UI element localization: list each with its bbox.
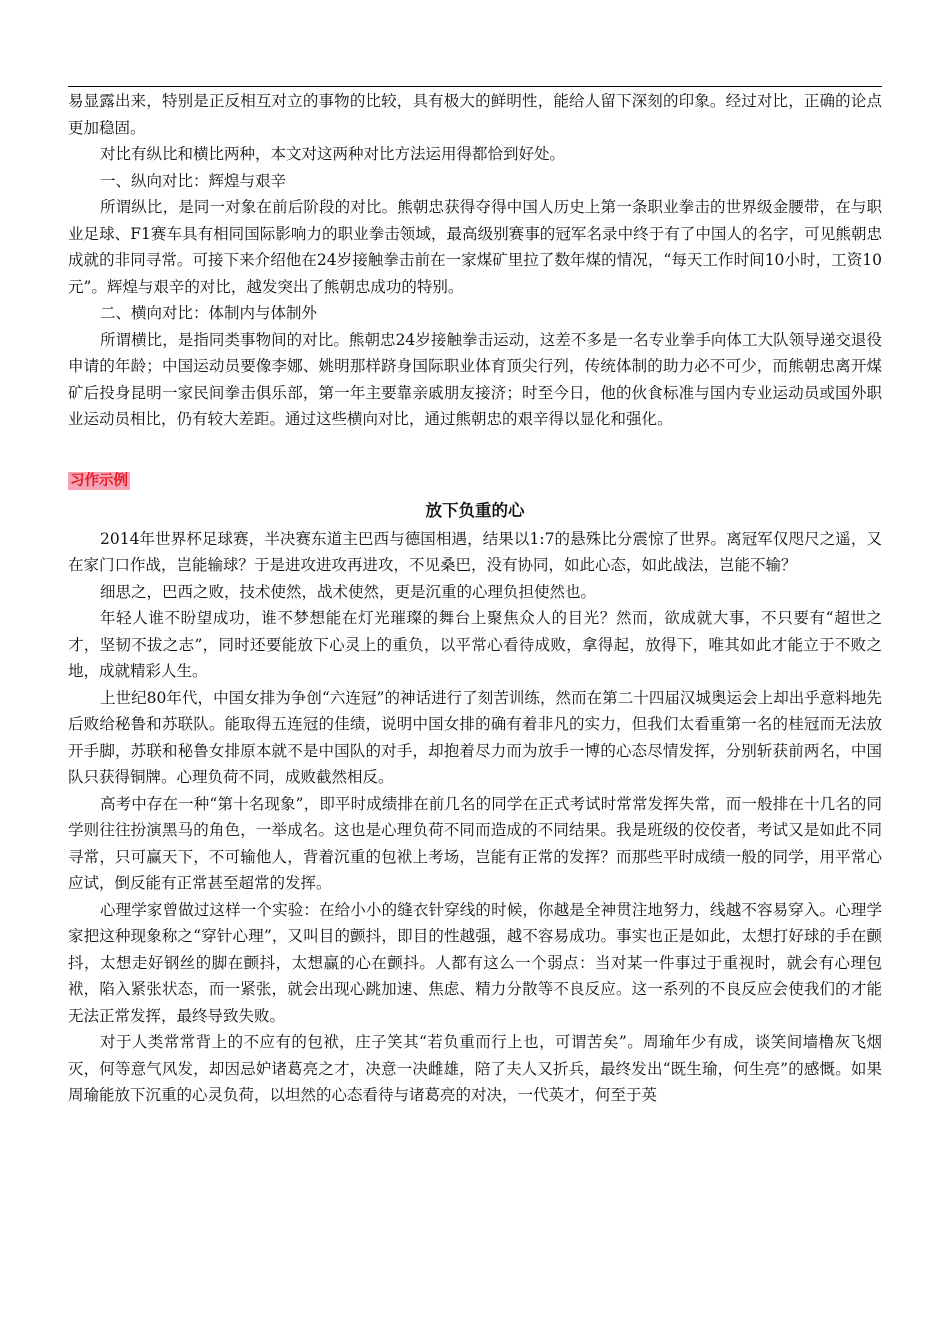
example-label-line <box>68 467 882 494</box>
essay-paragraph: 高考中存在一种“第十名现象”，即平时成绩排在前几名的同学在正式考试时常常发挥失常，而一般排在十几名的同学则往往扮演黑马的角色，一举成名。这也是心理负荷不同而造成的不同结果。我是班级的佼佼者，考试又是如此不同寻常，只可赢天下，不可输他人，背着沉重的包袱上考场，岂能有正常的发挥？而那些平时成绩一般的同学，用平常心应试，倒反能有正常甚至超常的发挥。 <box>68 794 882 892</box>
essay-paragraph: 心理学家曾做过这样一个实验：在给小小的缝衣针穿线的时候，你越是全神贯注地努力，线越不容易穿入。心理学家把这种现象称之“穿针心理”，又叫目的颤抖，即目的性越强，越不容易成功。事实也正是如此，太想打好球的手在颤抖，太想走好钢丝的脚在颤抖，太想赢的心在颤抖。人都有这么一个弱点：当对某一件事过于重视时，就会有心理包袱，陷入紧张状态，而一紧张，就会出现心跳加速、焦虑、精力分散等不良反应。这一系列的不良反应会使我们的才能无法正常发挥，最终导致失败。 <box>68 900 882 1025</box>
paragraph: 所谓纵比，是同一对象在前后阶段的对比。熊朝忠获得夺得中国人历史上第一条职业拳击的世界级金腰带，在与职业足球、F1赛车具有相同国际影响力的职业拳击领域，最高级别赛事的冠军名录中终于有了中国人的名字，可见熊朝忠成就的非同寻常。可接下来介绍他在24岁接触拳击前在一家煤矿里拉了数年煤的情况，“每天工作时间10小时，工资10元”。辉煌与艰辛的对比，越发突出了熊朝忠成功的特别。 <box>68 198 882 296</box>
paragraph-continuation: 易显露出来，特别是正反相互对立的事物的比较，具有极大的鲜明性，能给人留下深刻的印象。经过对比，正确的论点更加稳固。 <box>68 92 882 137</box>
header-rule <box>68 86 882 87</box>
essay-paragraph: 上世纪80年代，中国女排为争创“六连冠”的神话进行了刻苦训练，然而在第二十四届汉城奥运会上却出乎意料地先后败给秘鲁和苏联队。能取得五连冠的佳绩，说明中国女排的确有着非凡的实力，但我们太看重第一名的桂冠而无法放开手脚，苏联和秘鲁女排原本就不是中国队的对手，却抱着尽力而为放手一博的心态尽情发挥，分别斩获前两名，中国队只获得铜牌。心理负荷不同，成败截然相反。 <box>68 688 882 786</box>
essay-paragraph: 年轻人谁不盼望成功，谁不梦想能在灯光璀璨的舞台上聚焦众人的目光？然而，欲成就大事，不只要有“超世之才，坚韧不拔之志”，同时还要能放下心灵上的重负，以平常心看待成败，拿得起，放得下，唯其如此才能立于不败之地，成就精彩人生。 <box>68 609 882 680</box>
example-label: 习作示例 <box>70 472 128 489</box>
page-content <box>68 88 882 1109</box>
essay-paragraph: 2014年世界杯足球赛，半决赛东道主巴西与德国相遇，结果以1:7的悬殊比分震惊了世界。离冠军仅咫尺之遥，又在家门口作战，岂能输球？于是进攻进攻再进攻，不见桑巴，没有协同，如此心态，如此战法，岂能不输？ <box>68 529 882 574</box>
essay-paragraph: 对于人类常常背上的不应有的包袱，庄子笑其“若负重而行上也，可谓苦矣”。周瑜年少有成，谈笑间墙橹灰飞烟灭，何等意气风发，却因忌妒诸葛亮之才，决意一决雌雄，陪了夫人又折兵，最终发出“既生瑜，何生亮”的感慨。如果周瑜能放下沉重的心灵负荷，以坦然的心态看待与诸葛亮的对决，一代英才，何至于英 <box>68 1033 882 1104</box>
essay-paragraph: 细思之，巴西之败，技术使然，战术使然，更是沉重的心理负担使然也。 <box>100 582 597 601</box>
section-heading: 二、横向对比：体制内与体制外 <box>100 304 318 322</box>
paragraph: 对比有纵比和横比两种，本文对这两种对比方法运用得都恰到好处。 <box>100 145 566 163</box>
essay-title: 放下负重的心 <box>425 500 525 520</box>
paragraph: 所谓横比，是指同类事物间的对比。熊朝忠24岁接触拳击运动，这差不多是一名专业拳手向体工大队领导递交退役申请的年龄；中国运动员要像李娜、姚明那样跻身国际职业体育顶尖行列，传统体制的助力必不可少，而熊朝忠离开煤矿后投身昆明一家民间拳击俱乐部，第一年主要靠亲戚朋友接济；时至今日，他的伙食标准与国内专业运动员或国外职业运动员相比，仍有较大差距。通过这些横向对比，通过熊朝忠的艰辛得以显化和强化。 <box>68 330 882 428</box>
section-heading: 一、纵向对比：辉煌与艰辛 <box>100 171 287 190</box>
